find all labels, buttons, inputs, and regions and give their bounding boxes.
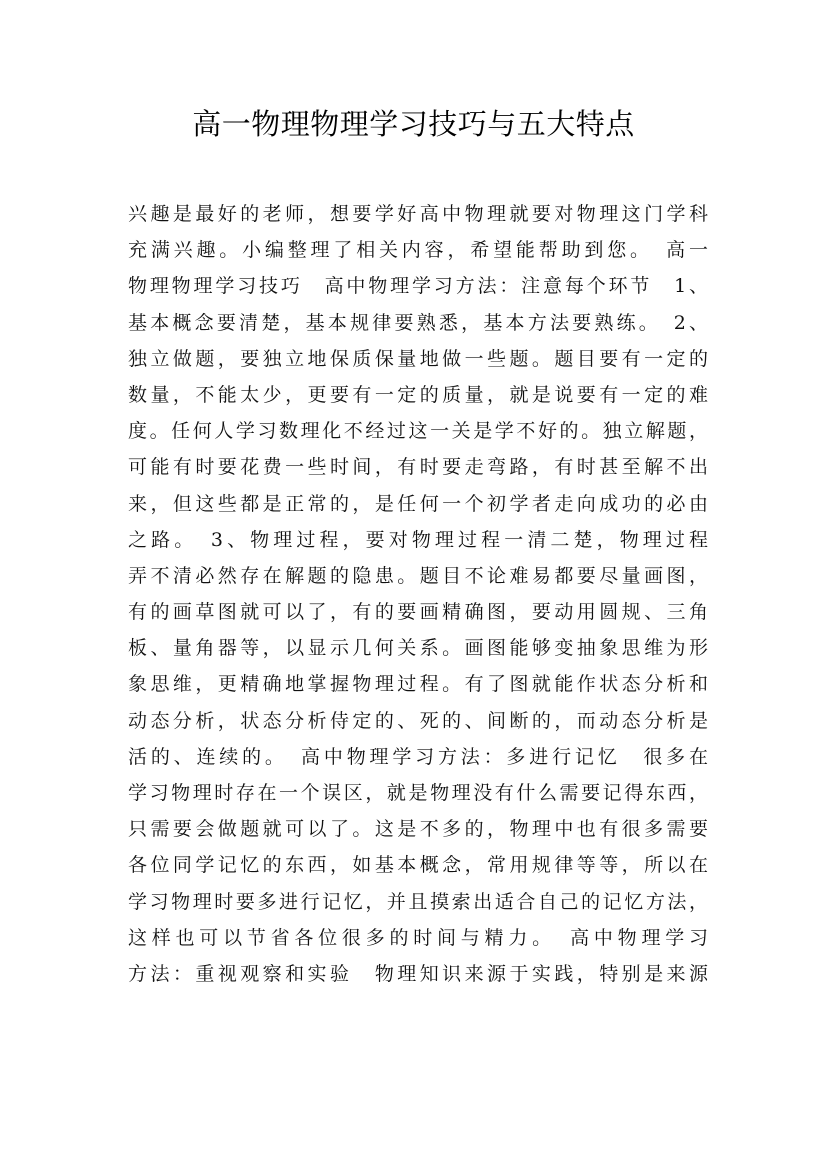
body-line: 动态分析，状态分析侍定的、死的、间断的，而动态分析是	[128, 709, 708, 732]
body-line: 各位同学记忆的东西，如基本概念，常用规律等等，所以在	[128, 854, 708, 877]
body-line: 充满兴趣。小编整理了相关内容，希望能帮助到您。 高一	[128, 239, 708, 262]
body-line: 度。任何人学习数理化不经过这一关是学不好的。独立解题，	[128, 420, 708, 443]
body-line: 独立做题，要独立地保质保量地做一些题。题目要有一定的	[128, 347, 708, 370]
document-title: 高一物理物理学习技巧与五大特点	[192, 107, 635, 141]
body-line: 象思维，更精确地掌握物理过程。有了图就能作状态分析和	[128, 673, 708, 696]
body-line: 来，但这些都是正常的，是任何一个初学者走向成功的必由	[128, 492, 708, 515]
body-line: 可能有时要花费一些时间，有时要走弯路，有时甚至解不出	[128, 456, 708, 479]
body-line: 学习物理时要多进行记忆，并且摸索出适合自己的记忆方法，	[128, 890, 708, 913]
body-line: 板、量角器等，以显示几何关系。画图能够变抽象思维为形	[128, 637, 708, 660]
body-line: 活的、连续的。 高中物理学习方法：多进行记忆 很多在	[128, 745, 708, 768]
body-line: 物理物理学习技巧 高中物理学习方法：注意每个环节 1、	[128, 275, 708, 298]
body-line: 数量，不能太少，更要有一定的质量，就是说要有一定的难	[128, 383, 708, 406]
body-line: 有的画草图就可以了，有的要画精确图，要动用圆规、三角	[128, 601, 708, 624]
body-line: 弄不清必然存在解题的隐患。题目不论难易都要尽量画图，	[128, 564, 708, 587]
body-line: 只需要会做题就可以了。这是不多的，物理中也有很多需要	[128, 818, 708, 841]
body-line: 之路。 3、物理过程，要对物理过程一清二楚，物理过程	[128, 528, 708, 551]
body-line: 基本概念要清楚，基本规律要熟悉，基本方法要熟练。 2、	[128, 311, 708, 334]
body-line: 这样也可以节省各位很多的时间与精力。 高中物理学习	[128, 926, 708, 949]
body-line: 学习物理时存在一个误区，就是物理没有什么需要记得东西，	[128, 782, 708, 804]
document-body	[128, 196, 708, 992]
body-line: 方法：重视观察和实验 物理知识来源于实践，特别是来源	[128, 962, 708, 985]
body-line: 兴趣是最好的老师，想要学好高中物理就要对物理这门学科	[128, 203, 708, 225]
